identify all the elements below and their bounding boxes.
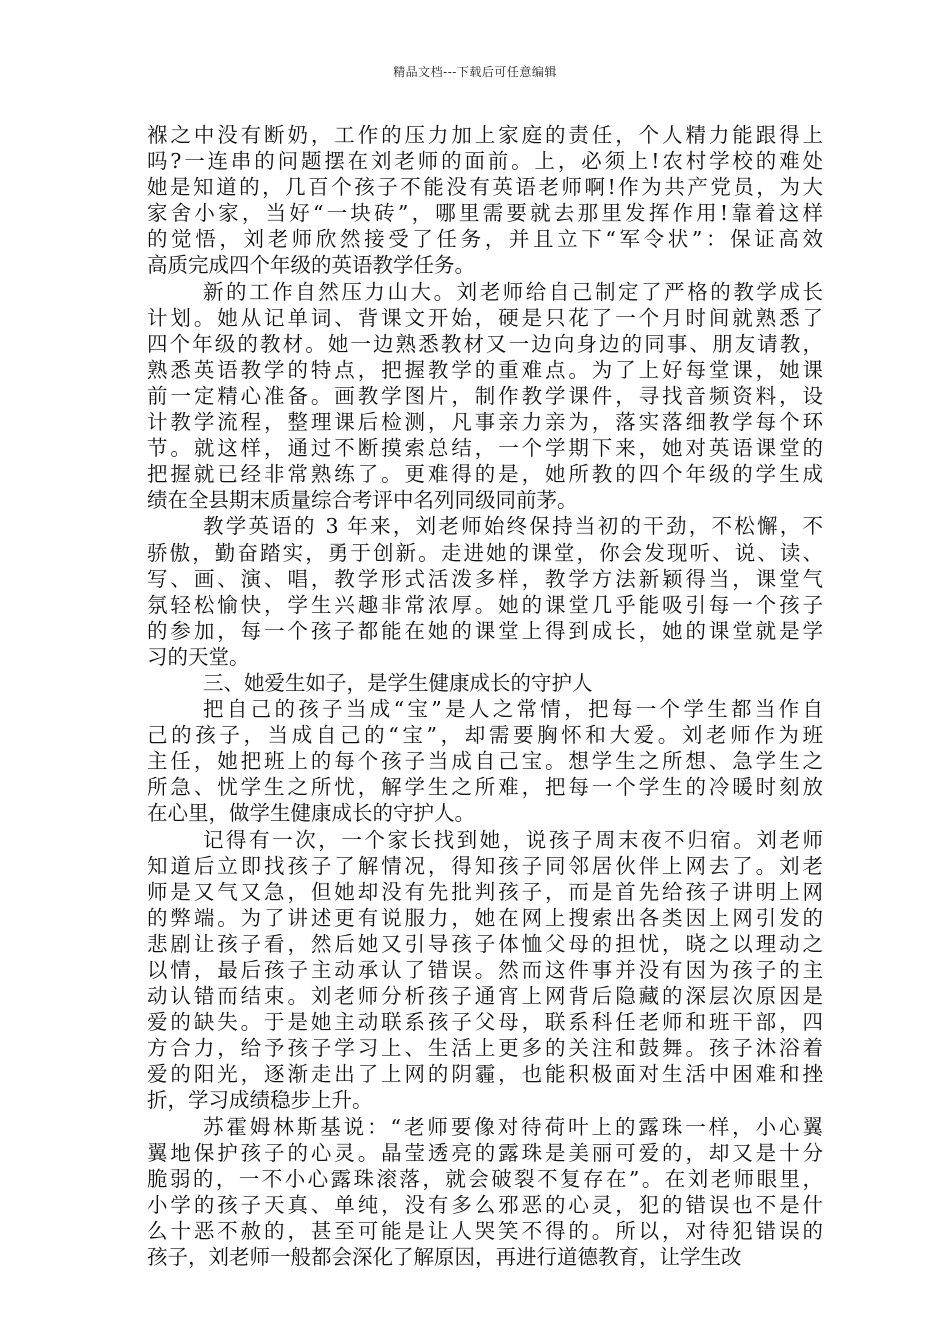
text-line: 新的工作自然压力山大。刘老师给自己制定了严格的教学成长 <box>203 279 823 304</box>
text-line: 的参加，每一个孩子都能在她的课堂上得到成长，她的课堂就是学 <box>147 618 823 643</box>
text-line: 师是又气又急，但她却没有先批判孩子，而是首先给孩子讲明上网 <box>147 879 823 904</box>
text-line: 己的孩子，当成自己的“宝”，却需要胸怀和大爱。刘老师作为班 <box>147 723 823 748</box>
text-line: 动认错而结束。刘老师分析孩子通宵上网背后隐藏的深层次原因是 <box>147 984 823 1009</box>
text-line: 知道后立即找孩子了解情况，得知孩子同邻居伙伴上网去了。刘老 <box>147 853 823 878</box>
text-line: 前一定精心准备。画教学图片，制作教学课件，寻找音频资料，设 <box>147 383 823 408</box>
text-line: 高质完成四个年级的英语教学任务。 <box>147 253 475 278</box>
paragraph <box>147 670 823 696</box>
text-line: 么十恶不赦的，甚至可能是让人哭笑不得的。所以，对待犯错误的 <box>147 1218 823 1243</box>
document-body <box>147 122 823 1270</box>
paragraph <box>147 696 823 826</box>
text-line: 计教学流程，整理课后检测，凡事亲力亲为，落实落细教学每个环 <box>147 410 823 435</box>
text-line: 褓之中没有断奶，工作的压力加上家庭的责任，个人精力能跟得上 <box>147 123 823 147</box>
text-line: 主任，她把班上的每个孩子当成自己宝。想学生之所想、急学生之 <box>147 749 823 774</box>
text-line: 计划。她从记单词、背课文开始，硬是只花了一个月时间就熟悉了 <box>147 305 823 330</box>
text-line: 绩在全县期末质量综合考评中名列同级同前茅。 <box>147 488 578 513</box>
text-line: 小学的孩子天真、单纯，没有多么邪恶的心灵，犯的错误也不是什 <box>147 1192 823 1217</box>
paragraph <box>147 1114 823 1271</box>
text-line: 氛轻松愉快，学生兴趣非常浓厚。她的课堂几乎能吸引每一个孩子 <box>147 592 823 617</box>
text-line: 四个年级的教材。她一边熟悉教材又一边向身边的同事、朋友请教， <box>147 331 823 356</box>
text-line: 教学英语的 3 年来，刘老师始终保持当初的干劲，不松懈，不 <box>203 514 823 539</box>
text-line: 习的天堂。 <box>147 644 250 669</box>
text-line: 悲剧让孩子看，然后她又引导孩子体恤父母的担忧，晓之以理动之 <box>147 931 823 956</box>
text-line: 翼地保护孩子的心灵。晶莹透亮的露珠是美丽可爱的，却又是十分 <box>147 1140 823 1165</box>
text-line: 把握就已经非常熟练了。更难得的是，她所教的四个年级的学生成 <box>147 462 823 487</box>
text-line: 苏霍姆林斯基说：“老师要像对待荷叶上的露珠一样，小心翼 <box>203 1114 823 1139</box>
text-line: 爱的缺失。于是她主动联系孩子父母，联系科任老师和班干部，四 <box>147 1010 823 1035</box>
text-line: 孩子，刘老师一般都会深化了解原因，再进行道德教育，让学生改 <box>147 1245 742 1270</box>
text-line: 所急、忧学生之所忧，解学生之所难，把每一个学生的冷暖时刻放 <box>147 775 823 800</box>
text-line: 熟悉英语教学的特点，把握教学的重难点。为了上好每堂课，她课 <box>147 357 823 382</box>
text-line: 折，学习成绩稳步上升。 <box>147 1088 373 1113</box>
text-line: 家舍小家，当好“一块砖”，哪里需要就去那里发挥作用!靠着这样 <box>147 201 823 226</box>
text-line: 的弊端。为了讲述更有说服力，她在网上搜索出各类因上网引发的 <box>147 905 823 930</box>
paragraph <box>147 513 823 670</box>
text-line: 骄傲，勤奋踏实，勇于创新。走进她的课堂，你会发现听、说、读、 <box>147 540 823 565</box>
text-line: 记得有一次，一个家长找到她，说孩子周末夜不归宿。刘老师 <box>203 827 823 852</box>
text-line: 吗?一连串的问题摆在刘老师的面前。上，必须上!农村学校的难处 <box>147 149 823 174</box>
text-line: 脆弱的，一不小心露珠滚落，就会破裂不复存在”。在刘老师眼里， <box>147 1166 823 1191</box>
text-line: 的觉悟，刘老师欣然接受了任务，并且立下“军令状”：保证高效 <box>147 227 823 252</box>
page-header: 精品文档---下载后可任意编辑 <box>393 65 557 79</box>
text-line: 她是知道的，几百个孩子不能没有英语老师啊!作为共产党员，为大 <box>147 175 823 200</box>
text-line: 把自己的孩子当成“宝”是人之常情，把每一个学生都当作自 <box>203 697 823 722</box>
text-line: 节。就这样，通过不断摸索总结，一个学期下来，她对英语课堂的 <box>147 436 823 461</box>
text-line: 以情，最后孩子主动承认了错误。然而这件事并没有因为孩子的主 <box>147 958 823 982</box>
paragraph <box>147 122 823 279</box>
paragraph <box>147 827 823 1114</box>
text-line: 写、画、演、唱，教学形式活泼多样，教学方法新颖得当，课堂气 <box>147 566 823 591</box>
paragraph <box>147 279 823 514</box>
text-line: 方合力，给予孩子学习上、生活上更多的关注和鼓舞。孩子沐浴着 <box>147 1036 823 1061</box>
text-line: 三、她爱生如子，是学生健康成长的守护人 <box>203 670 593 695</box>
text-line: 爱的阳光，逐渐走出了上网的阴霾，也能积极面对生活中困难和挫 <box>147 1062 823 1087</box>
text-line: 在心里，做学生健康成长的守护人。 <box>147 801 475 826</box>
